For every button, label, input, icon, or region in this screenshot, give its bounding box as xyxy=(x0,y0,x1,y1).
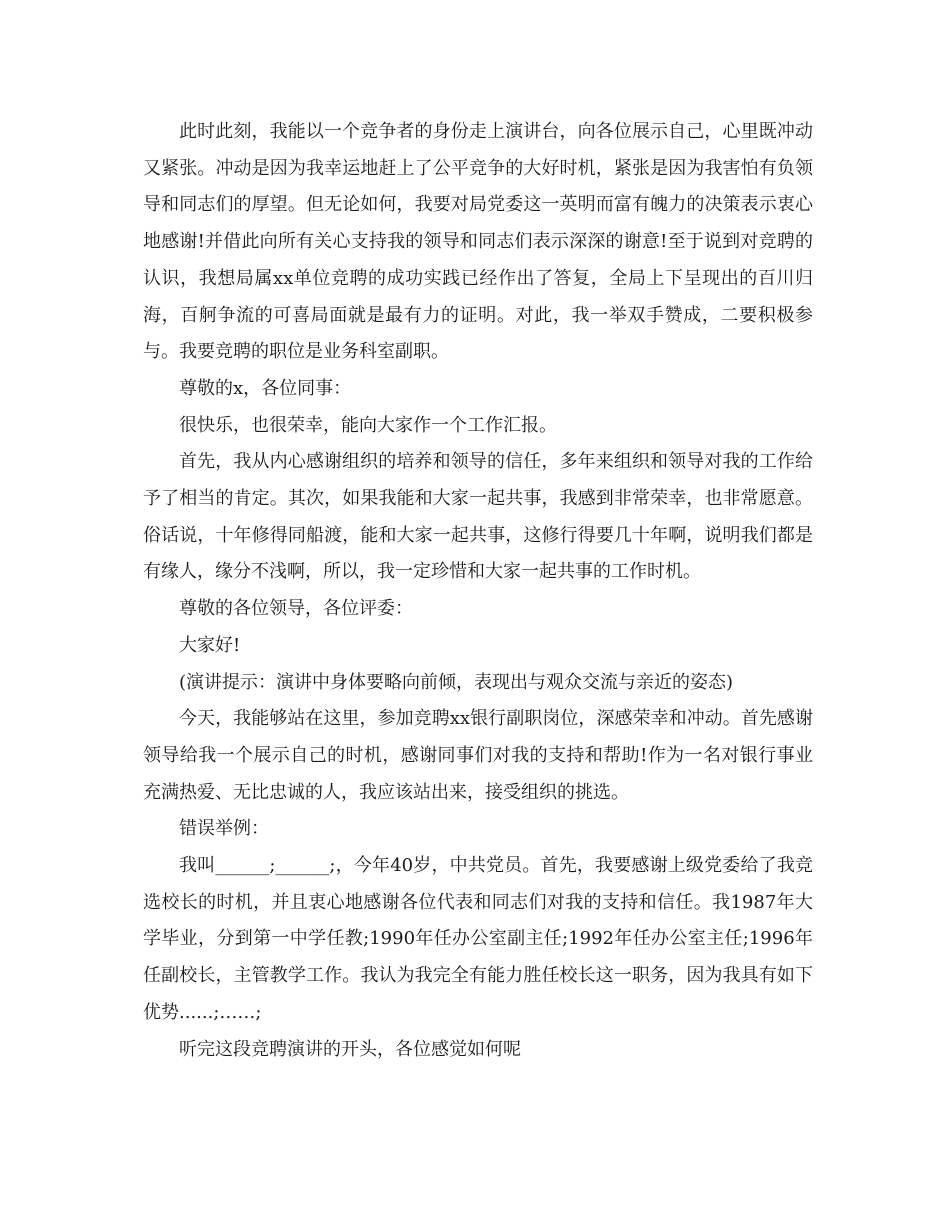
paragraph: 很快乐，也很荣幸，能向大家作一个工作汇报。 xyxy=(179,414,557,436)
paragraph: 尊敬的各位领导，各位评委： xyxy=(179,598,413,620)
paragraph: 尊敬的x，各位同事： xyxy=(179,377,352,399)
paragraph: 此时此刻，我能以一个竞争者的身份走上演讲台，向各位展示自己，心里既冲动又紧张。冲动是因为我幸运地赶上了公平竞争的大好时机，紧张是因为我害怕有负领导和同志们的厚望。但无论如何，我要对局党委这一英明而富有魄力的决策表示衷心地感谢!并借此向所有关心支持我的领导和同志们表示深深的谢意!至于说到对竞聘的认识，我想局属xx单位竞聘的成功实践已经作出了答复，全局上下呈现出的百川归海，百舸争流的可喜局面就是最有力的证明。对此，我一举双手赞成，二要积极参与。我要竞聘的职位是业务科室副职。 xyxy=(143,121,813,363)
paragraph: 错误举例： xyxy=(179,818,269,840)
paragraph: 首先，我从内心感谢组织的培养和领导的信任，多年来组织和领导对我的工作给予了相当的肯定。其次，如果我能和大家一起共事，我感到非常荣幸，也非常愿意。俗话说，十年修得同船渡，能和大家一起共事，这修行得要几十年啊，说明我们都是有缘人，缘分不浅啊，所以，我一定珍惜和大家一起共事的工作时机。 xyxy=(143,451,813,583)
document-body xyxy=(143,114,813,1068)
paragraph: 大家好! xyxy=(179,634,241,656)
paragraph: 今天，我能够站在这里，参加竞聘xx银行副职岗位，深感荣幸和冲动。首先感谢领导给我一个展示自己的时机，感谢同事们对我的支持和帮助!作为一名对银行事业充满热爱、无比忠诚的人，我应该站出来，接受组织的挑选。 xyxy=(143,708,813,803)
paragraph: 我叫______;______;，今年40岁，中共党员。首先，我要感谢上级党委给了我竞选校长的时机，并且衷心地感谢各位代表和同志们对我的支持和信任。我1987年大学毕业，分到第一中学任教;1990年任办公室副主任;1992年任办公室主任;1996年任副校长，主管教学工作。我认为我完全有能力胜任校长这一职务，因为我具有如下优势......;……; xyxy=(143,855,813,1023)
paragraph: 听完这段竞聘演讲的开头，各位感觉如何呢 xyxy=(179,1038,521,1060)
paragraph: (演讲提示：演讲中身体要略向前倾，表现出与观众交流与亲近的姿态) xyxy=(179,671,734,693)
